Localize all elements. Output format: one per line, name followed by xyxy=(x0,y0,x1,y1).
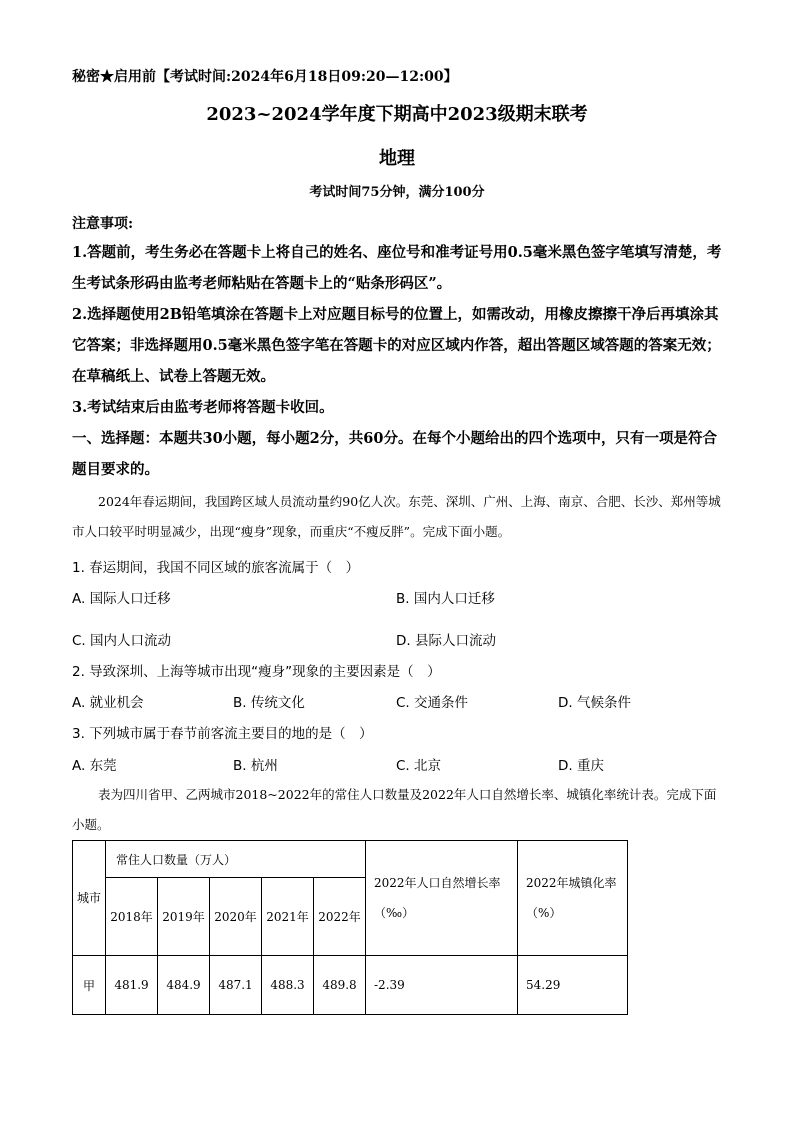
table-header-year: 2020年 xyxy=(210,878,262,956)
table-cell-growth: -2.39 xyxy=(366,956,518,1015)
subject-title: 地理 xyxy=(379,148,415,169)
note-item-2: 2.选择题使用2B铅笔填涂在答题卡上对应题目标号的位置上，如需改动，用橡皮擦擦干净后再填涂其它答案；非选择题用0.5毫米黑色签字笔在答题卡的对应区域内作答，超出答题区域答题的答案无效；在草稿纸上、试卷上答题无效。 xyxy=(72,306,721,385)
table-header-year: 2022年 xyxy=(314,878,366,956)
q2-option-a: A. 就业机会 xyxy=(72,695,144,711)
table-cell-pop: 489.8 xyxy=(314,956,366,1015)
note-item-3: 3.考试结束后由监考老师将答题卡收回。 xyxy=(72,399,334,416)
table-header-year: 2019年 xyxy=(158,878,210,956)
q3-option-c: C. 北京 xyxy=(396,758,442,774)
table-cell-pop: 488.3 xyxy=(262,956,314,1015)
note-item-1: 1.答题前，考生务必在答题卡上将自己的姓名、座位号和准考证号用0.5毫米黑色签字笔填写清楚，考生考试条形码由监考老师粘贴在答题卡上的“贴条形码区”。 xyxy=(72,244,722,292)
question-1-stem: 1. 春运期间，我国不同区域的旅客流属于（ ） xyxy=(72,560,360,576)
table-row xyxy=(73,956,628,1015)
table-header-urban: 2022年城镇化率（%） xyxy=(518,841,628,956)
exam-title: 2023~2024学年度下期高中2023级期末联考 xyxy=(206,104,588,125)
secret-notice: 秘密★启用前【考试时间:2024年6月18日09:20—12:00】 xyxy=(72,69,458,85)
q2-option-c: C. 交通条件 xyxy=(396,695,469,711)
table-header-city: 城市 xyxy=(73,841,106,956)
q1-option-b: B. 国内人口迁移 xyxy=(396,591,495,607)
exam-info: 考试时间75分钟，满分100分 xyxy=(309,185,485,200)
table-cell-pop: 487.1 xyxy=(210,956,262,1015)
table-cell-urban: 54.29 xyxy=(518,956,628,1015)
q1-option-a: A. 国际人口迁移 xyxy=(72,591,171,607)
table-cell-pop: 481.9 xyxy=(106,956,158,1015)
q1-option-c: C. 国内人口流动 xyxy=(72,633,172,649)
question-2-stem: 2. 导致深圳、上海等城市出现“瘦身”现象的主要因素是（ ） xyxy=(72,664,441,680)
q3-option-b: B. 杭州 xyxy=(233,758,278,774)
q3-option-d: D. 重庆 xyxy=(558,758,604,774)
table-cell-city: 甲 xyxy=(73,956,106,1015)
passage-1: 2024年春运期间，我国跨区域人员流动量约90亿人次。东莞、深圳、广州、上海、南京、合肥、长沙、郑州等城市人口较平时明显减少，出现“瘦身”现象，而重庆“不瘦反胖”。完成下面小题。 xyxy=(72,494,721,539)
q1-option-d: D. 县际人口流动 xyxy=(396,633,496,649)
q2-option-d: D. 气候条件 xyxy=(558,695,631,711)
table-header-population: 常住人口数量（万人） xyxy=(106,841,366,878)
table-header-year: 2021年 xyxy=(262,878,314,956)
population-table xyxy=(72,840,628,1015)
question-3-stem: 3. 下列城市属于春节前客流主要目的地的是（ ） xyxy=(72,726,373,742)
table-header-year: 2018年 xyxy=(106,878,158,956)
passage-2: 表为四川省甲、乙两城市2018~2022年的常住人口数量及2022年人口自然增长率、城镇化率统计表。完成下面小题。 xyxy=(72,787,717,832)
section-heading: 一、选择题：本题共30小题，每小题2分，共60分。在每个小题给出的四个选项中，只有一项是符合题目要求的。 xyxy=(72,430,717,478)
q3-option-a: A. 东莞 xyxy=(72,758,117,774)
q2-option-b: B. 传统文化 xyxy=(233,695,305,711)
table-header-growth: 2022年人口自然增长率（‰） xyxy=(366,841,518,956)
table-cell-pop: 484.9 xyxy=(158,956,210,1015)
notes-heading: 注意事项: xyxy=(72,216,134,232)
